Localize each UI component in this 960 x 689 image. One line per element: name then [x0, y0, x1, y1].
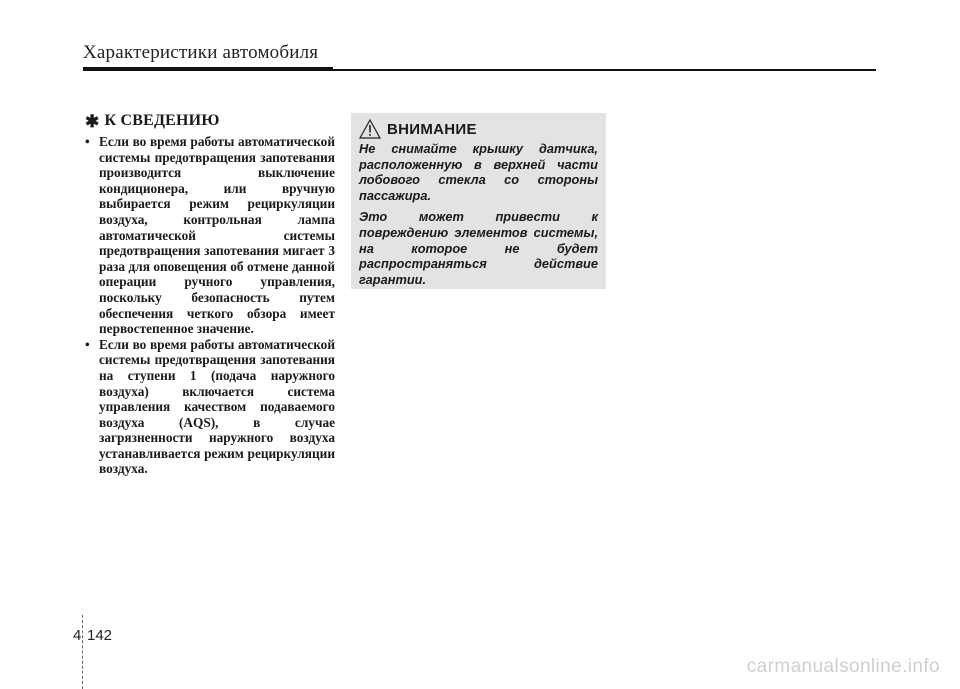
caution-paragraph-1: Не снимайте крышку датчика, расположенную в верхней части лобового стекла со стороны пассажира.: [359, 141, 598, 203]
page-number-text: 142: [87, 627, 113, 644]
info-section: [85, 112, 335, 477]
page-number: [73, 627, 112, 644]
info-bullet-text: Если во время работы автоматической системы предотвращения запотевания производится выключение кондиционера, или вручную выбирается режим рециркуляции воздуха, контрольная лампа автоматической системы предотвращения запотевания мигает 3 раза для оповещения об отмене данной операции ручного управления, поскольку безопасность путем обеспечения четкого обзора имеет первостепенное значение.: [99, 134, 335, 337]
header-rule-thick: [83, 67, 333, 71]
caution-header: [359, 119, 598, 139]
info-heading: [85, 112, 335, 130]
header-rule-thin: [333, 69, 876, 71]
info-heading-text: К СВЕДЕНИЮ: [104, 112, 220, 129]
asterisk-star-icon: ✱: [85, 111, 100, 131]
bullet-dot-icon: •: [85, 336, 90, 352]
info-bullet-2: [85, 337, 335, 477]
caution-box: [351, 113, 606, 289]
watermark: carmanualsonline.info: [746, 656, 940, 677]
page-header-title: Характеристики автомобиля: [83, 42, 319, 63]
caution-paragraph-2: Это может привести к повреждению элементов системы, на которое не будет распространяться действие гарантии.: [359, 209, 598, 287]
chapter-number: 4: [73, 627, 82, 644]
warning-triangle-icon: [359, 119, 381, 139]
info-bullet-1: [85, 134, 335, 337]
caution-title: ВНИМАНИЕ: [387, 120, 477, 138]
info-bullet-text: Если во время работы автоматической системы предотвращения запотевания на ступени 1 (подача наружного воздуха) включается система управления качеством подаваемого воздуха (AQS), в случае загрязненности наружного воздуха устанавливается режим рециркуляции воздуха.: [99, 336, 335, 477]
bullet-dot-icon: •: [85, 134, 90, 149]
